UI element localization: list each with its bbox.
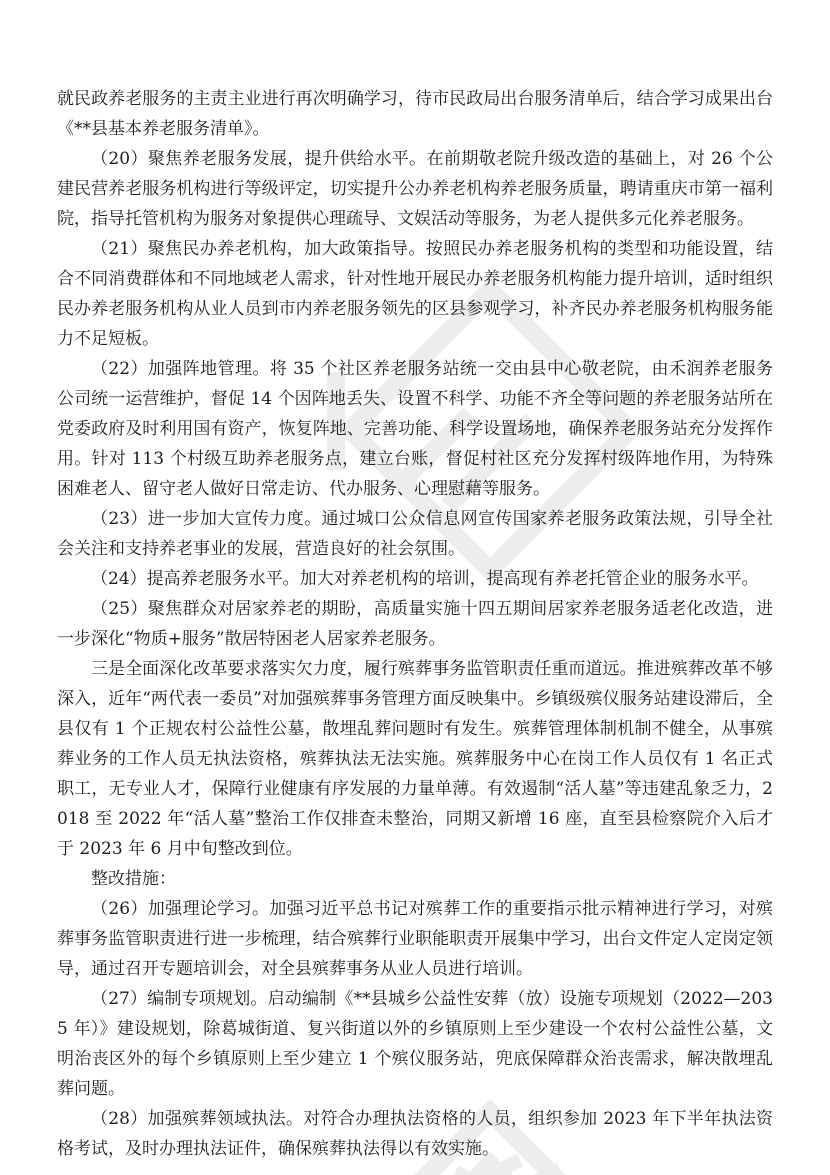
para-item-20: （20）聚焦养老服务发展，提升供给水平。在前期敬老院升级改造的基础上，对 26 个公建民营养老服务机构进行等级评定，切实提升公办养老机构养老服务质量，聘请重庆市第一福利院，指导托管机构为服务对象提供心理疏导、文娱活动等服务，为老人提供多元化养老服务。 <box>57 149 773 229</box>
para-item-28: （28）加强殡葬领域执法。对符合办理执法资格的人员，组织参加 2023 年下半年执法资格考试，及时办理执法证件，确保殡葬执法得以有效实施。 <box>57 1109 773 1159</box>
para-item-26: （26）加强理论学习。加强习近平总书记对殡葬工作的重要指示批示精神进行学习，对殡葬事务监管职责进行进一步梳理，结合殡葬行业职能职责开展集中学习，出台文件定人定岗定领导，通过召开专题培训会，对全县殡葬事务从业人员进行培训。 <box>57 899 773 979</box>
para-continuation: 就民政养老服务的主责主业进行再次明确学习，待市民政局出台服务清单后，结合学习成果出台《**县基本养老服务清单》。 <box>57 89 773 139</box>
para-item-21: （21）聚焦民办养老机构，加大政策指导。按照民办养老服务机构的类型和功能设置，结合不同消费群体和不同地域老人需求，针对性地开展民办养老服务机构能力提升培训，适时组织民办养老服务机构从业人员到市内养老服务领先的区县参观学习，补齐民办养老服务机构服务能力不足短板。 <box>57 239 773 349</box>
para-section-three: 三是全面深化改革要求落实欠力度，履行殡葬事务监管职责任重而道远。推进殡葬改革不够深入，近年“两代表一委员”对加强殡葬事务管理方面反映集中。乡镇级殡仪服务站建设滞后，全县仅有 1 个正规农村公益性公墓，散埋乱葬问题时有发生。殡葬管理体制机制不健全，从事殡葬业务的工作人员无执法资格，殡葬执法无法实施。殡葬服务中心在岗工作人员仅有 1 名正式职工，无专业人才，保障行业健康有序发展的力量单薄。有效遏制“活人墓”等违建乱象乏力，2018 至 2022 年“活人墓”整治工作仅排查未整治，同期又新增 16 座，直至县检察院介入后才于 2023 年 6 月中旬整改到位。 <box>57 659 773 859</box>
para-item-22: （22）加强阵地管理。将 35 个社区养老服务站统一交由县中心敬老院，由禾润养老服务公司统一运营维护，督促 14 个因阵地丢失、设置不科学、功能不齐全等问题的养老服务站所在党委政府及时利用国有资产，恢复阵地、完善功能、科学设置场地，确保养老服务站充分发挥作用。针对 113 个村级互助养老服务点，建立台账，督促村社区充分发挥村级阵地作用，为特殊困难老人、留守老人做好日常走访、代办服务、心理慰藉等服务。 <box>57 359 773 499</box>
para-item-25: （25）聚焦群众对居家养老的期盼，高质量实施十四五期间居家养老服务适老化改造，进一步深化“物质+服务”散居特困老人居家养老服务。 <box>57 599 773 649</box>
para-rectification-heading: 整改措施： <box>91 869 176 889</box>
para-item-27: （27）编制专项规划。启动编制《**县城乡公益性安葬（放）设施专项规划（2022—2035 年）》建设规划，除葛城街道、复兴街道以外的乡镇原则上至少建设一个农村公益性公墓，文明治丧区外的每个乡镇原则上至少建立 1 个殡仪服务站，兜底保障群众治丧需求，解决散埋乱葬问题。 <box>57 989 773 1099</box>
document-body <box>57 84 773 1164</box>
para-item-24: （24）提高养老服务水平。加大对养老机构的培训，提高现有养老托管企业的服务水平。 <box>91 569 759 589</box>
para-item-23: （23）进一步加大宣传力度。通过城口公众信息网宣传国家养老服务政策法规，引导全社会关注和支持养老事业的发展，营造良好的社会氛围。 <box>57 509 773 559</box>
